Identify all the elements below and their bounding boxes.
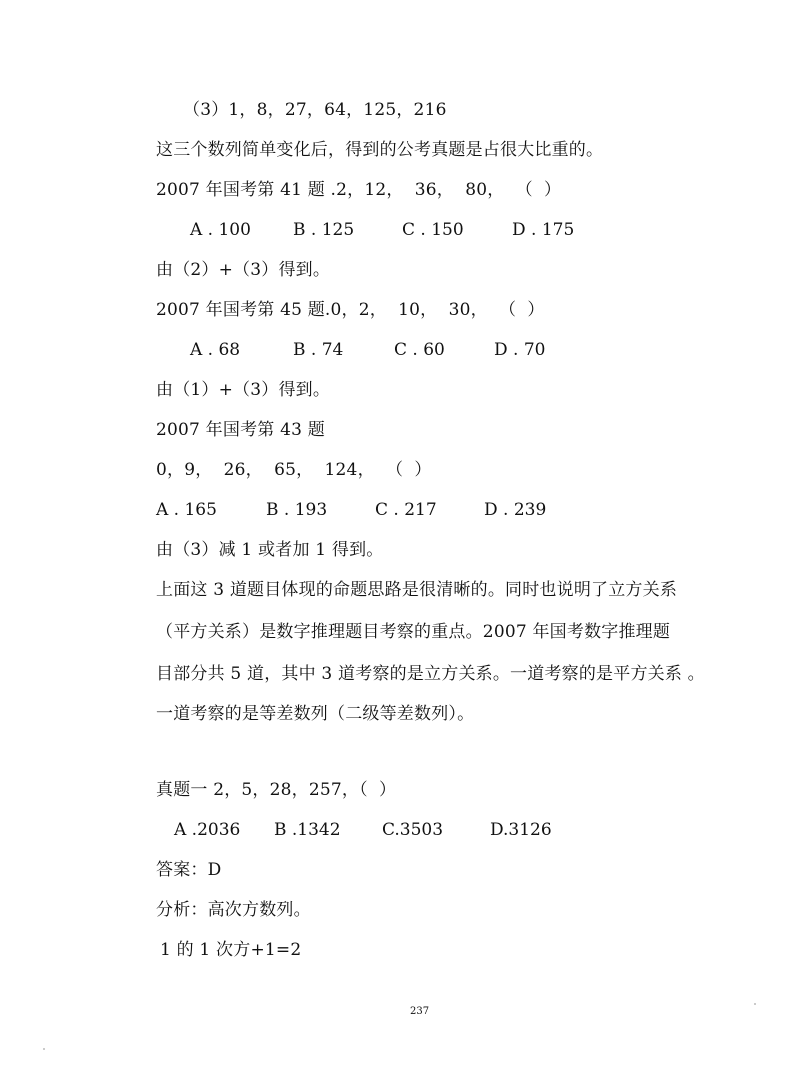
real-question-1-options — [174, 818, 574, 842]
real-question-1: 真题一 2，5，28，257，（ ） — [156, 780, 397, 800]
explanation-43: 由（3）减 1 或者加 1 得到。 — [156, 540, 384, 560]
option-a: A .2036 — [174, 820, 241, 840]
question-45-heading: 2007 年国考第 45 题.0，2， 10， 30， （ ） — [156, 300, 545, 320]
summary-line-3: 目部分共 5 道，其中 3 道考察的是立方关系。一道考察的是平方关系 。 — [156, 664, 705, 684]
option-d: D . 70 — [494, 340, 546, 360]
option-b: B . 74 — [293, 340, 344, 360]
question-43-options — [156, 498, 596, 522]
option-d: D . 175 — [512, 220, 575, 240]
option-b: B .1342 — [274, 820, 341, 840]
scan-speck — [43, 1048, 45, 1050]
option-d: D . 239 — [484, 500, 547, 520]
analysis-step-1: 1 的 1 次方+1=2 — [160, 940, 302, 960]
sequence-3: （3）1，8，27，64，125，216 — [183, 100, 447, 120]
question-43-sequence: 0，9， 26， 65， 124， （ ） — [156, 460, 432, 480]
option-a: A . 165 — [156, 500, 217, 520]
option-a: A . 100 — [190, 220, 251, 240]
question-43-heading: 2007 年国考第 43 题 — [156, 420, 325, 440]
option-d: D.3126 — [490, 820, 552, 840]
option-c: C . 60 — [394, 340, 445, 360]
summary-line-4: 一道考察的是等差数列（二级等差数列）。 — [156, 704, 475, 724]
summary-line-2: （平方关系）是数字推理题目考察的重点。2007 年国考数字推理题 — [156, 622, 671, 642]
option-c: C.3503 — [382, 820, 444, 840]
option-b: B . 193 — [266, 500, 328, 520]
option-c: C . 150 — [402, 220, 464, 240]
page-number: 237 — [410, 1006, 430, 1017]
explanation-41: 由（2）+（3）得到。 — [156, 260, 331, 280]
option-b: B . 125 — [293, 220, 355, 240]
question-45-options — [190, 338, 610, 362]
option-a: A . 68 — [190, 340, 241, 360]
summary-line-1: 上面这 3 道题目体现的命题思路是很清晰的。同时也说明了立方关系 — [156, 580, 678, 600]
question-41-heading: 2007 年国考第 41 题 .2，12， 36， 80， （ ） — [156, 180, 562, 200]
option-c: C . 217 — [375, 500, 437, 520]
intro-sentence: 这三个数列简单变化后，得到的公考真题是占很大比重的。 — [156, 140, 604, 160]
explanation-45: 由（1）+（3）得到。 — [156, 380, 331, 400]
answer-line: 答案：D — [156, 860, 222, 880]
question-41-options — [190, 218, 610, 242]
scan-speck — [754, 1003, 756, 1005]
analysis-line: 分析：高次方数列。 — [156, 900, 311, 920]
